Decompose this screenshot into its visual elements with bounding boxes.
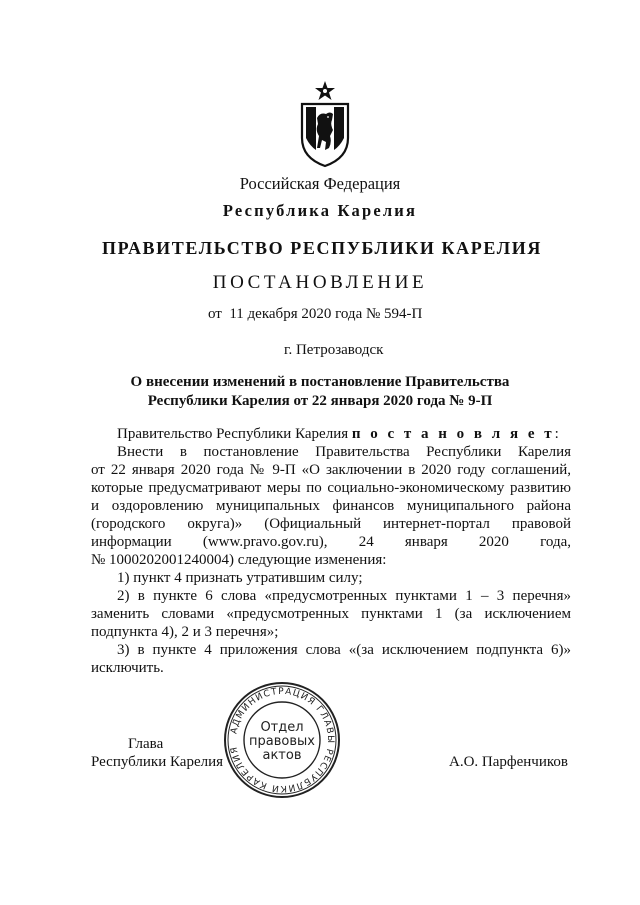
subject-line-2: Республики Карелия от 22 января 2020 года № 9-П — [147, 393, 493, 409]
decree-date-number: от 11 декабря 2020 года № 594-П — [208, 306, 423, 322]
stamp-center-line-2: правовых — [249, 734, 315, 749]
body-line: № 1000202001240004) следующие изменения: — [91, 552, 387, 568]
intro-line — [91, 425, 571, 443]
city-name: г. Петрозаводск — [284, 342, 384, 358]
republic-name: Республика Карелия — [222, 201, 418, 220]
intro-prefix: Правительство Республики Карелия — [117, 426, 352, 442]
official-stamp-icon — [222, 680, 342, 800]
body-line: и оздоровлению муниципальных финансов муниципального района — [91, 498, 571, 514]
signer-name: А.О. Парфенчиков — [449, 754, 568, 770]
item-2-cont: заменить словами «предусмотренных пунктами 1 (за исключением — [91, 606, 571, 622]
decree-type: ПОСТАНОВЛЕНИЕ — [212, 272, 428, 293]
signer-title-1: Глава — [128, 736, 164, 752]
item-2: 2) в пункте 6 слова «предусмотренных пунктами 1 – 3 перечня» — [117, 588, 571, 604]
coat-of-arms-icon — [296, 78, 354, 168]
body-line: информации (www.pravo.gov.ru), 24 января 2020 года, — [91, 534, 571, 550]
intro-suffix: : — [554, 426, 559, 442]
body-line: которые предусматривают меры по социально-экономическому развитию — [91, 480, 571, 496]
item-3: 3) в пункте 4 приложения слова «(за исключением подпункта 6)» — [117, 642, 571, 658]
subject-line-1: О внесении изменений в постановление Правительства — [130, 374, 510, 390]
item-1: 1) пункт 4 признать утратившим силу; — [117, 570, 363, 586]
stamp-center-line-1: Отдел — [260, 720, 304, 735]
body-line: от 22 января 2020 года № 9-П «О заключении в 2020 году соглашений, — [91, 462, 571, 478]
intro-verb: п о с т а н о в л я е т — [351, 426, 555, 442]
stamp-center-line-3: актов — [262, 748, 302, 763]
country-name: Российская Федерация — [239, 174, 401, 193]
stamp-ring-text: АДМИНИСТРАЦИЯ ГЛАВЫ РЕСПУБЛИКИ КАРЕЛИЯ — [229, 686, 336, 794]
government-heading: ПРАВИТЕЛЬСТВО РЕСПУБЛИКИ КАРЕЛИЯ — [102, 238, 542, 258]
body-line: (городского округа)» (Официальный интернет-портал правовой — [91, 516, 571, 532]
item-2-cont: подпункта 4), 2 и 3 перечня»; — [91, 624, 279, 640]
item-3-cont: исключить. — [91, 660, 164, 676]
signer-title-2: Республики Карелия — [91, 754, 224, 770]
body-line: Внести в постановление Правительства Республики Карелия — [117, 444, 571, 460]
